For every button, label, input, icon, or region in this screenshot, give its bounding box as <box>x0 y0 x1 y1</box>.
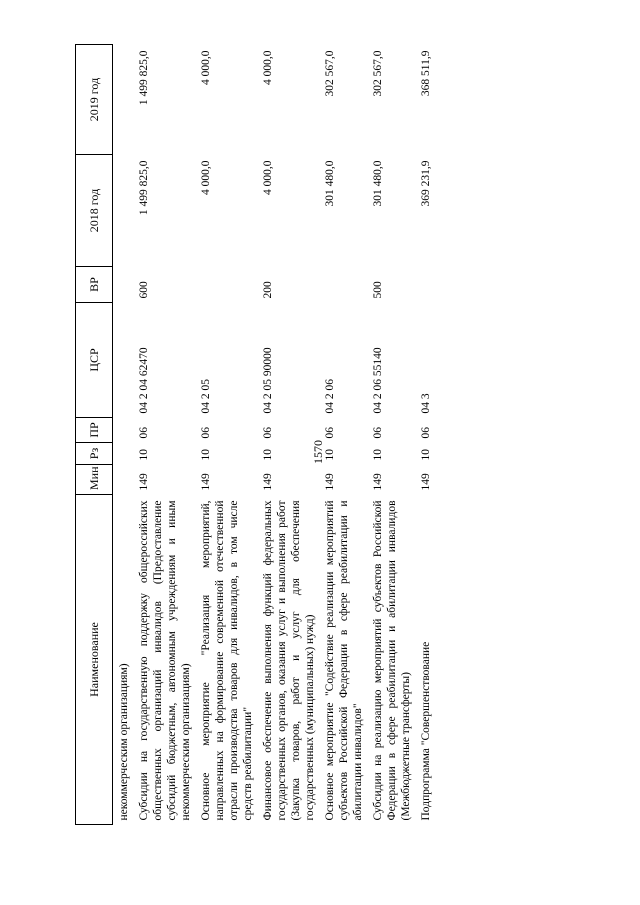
row-min: 149 <box>138 473 150 491</box>
row-2019: 1 499 825,0 <box>138 50 150 106</box>
row-rz: 10 <box>324 449 336 461</box>
row-pr <box>113 418 135 443</box>
row-name: Основное мероприятие "Содействие реализации мероприятий субъектов Российской Федерации в сфере реабилитации и абилитации инвалидов" <box>324 500 364 821</box>
row-2019 <box>113 45 135 155</box>
row-vr: 500 <box>372 281 384 299</box>
row-2019: 4 000,0 <box>262 50 274 85</box>
row-min: 149 <box>372 473 384 491</box>
row-2018: 369 231,9 <box>420 160 432 207</box>
row-pr: 06 <box>372 427 384 439</box>
row-name: Субсидии на реализацию мероприятий субъектов Российской Федерации в сфере реабилитации и абилитации инвалидов (Межбюджетные трансферты) <box>372 500 412 821</box>
header-rz: Рз <box>76 443 113 465</box>
row-2018: 4 000,0 <box>200 160 212 195</box>
row-rz: 10 <box>200 449 212 461</box>
budget-table-container <box>75 45 595 825</box>
row-2019: 4 000,0 <box>200 50 212 85</box>
row-rz: 10 <box>262 449 274 461</box>
row-2018: 301 480,0 <box>372 160 384 207</box>
row-2019: 368 511,9 <box>420 50 432 97</box>
header-pr: ПР <box>76 418 113 443</box>
row-2018: 4 000,0 <box>262 160 274 195</box>
row-vr <box>320 267 368 303</box>
page-number: 1570 <box>311 440 325 464</box>
row-pr: 06 <box>324 427 336 439</box>
row-min: 149 <box>200 473 212 491</box>
row-2018: 1 499 825,0 <box>138 160 150 216</box>
table-row <box>134 45 196 825</box>
row-min: 149 <box>324 473 336 491</box>
row-min <box>113 465 135 495</box>
row-pr: 06 <box>200 427 212 439</box>
header-vr: ВР <box>76 267 113 303</box>
row-csr: 04 3 <box>420 393 432 414</box>
row-vr: 600 <box>138 281 150 299</box>
header-name: Наименование <box>76 495 113 825</box>
row-min: 149 <box>262 473 274 491</box>
row-csr: 04 2 04 62470 <box>138 347 150 414</box>
table-row <box>113 45 135 825</box>
header-min: Мин <box>76 465 113 495</box>
row-csr: 04 2 05 90000 <box>262 347 274 414</box>
row-name: Подпрограмма "Совершенствование <box>420 641 432 821</box>
header-csr: ЦСР <box>76 303 113 418</box>
row-2018 <box>113 155 135 267</box>
row-name: некоммерческим организациям) <box>118 663 130 821</box>
row-name: Субсидии на государственную поддержку общероссийских общественных организаций инвалидов (Предоставление субсидий бюджетным, автономным учреждениям и иным некоммерческим организациям) <box>138 500 192 821</box>
row-vr <box>196 267 258 303</box>
row-min: 149 <box>420 473 432 491</box>
header-2018: 2018 год <box>76 155 113 267</box>
row-rz <box>113 443 135 465</box>
table-header-row <box>76 45 113 825</box>
row-pr: 06 <box>262 427 274 439</box>
row-name: Финансовое обеспечение выполнения функций федеральных государственных органов, оказания услуг и выполнения работ (Закупка товаров, работ и услуг для обеспечения государственных (муниципальных) нужд) <box>262 500 316 821</box>
row-vr: 200 <box>262 281 274 299</box>
table-row <box>416 45 436 825</box>
row-csr: 04 2 05 <box>200 379 212 414</box>
row-rz: 10 <box>138 449 150 461</box>
row-2018: 301 480,0 <box>324 160 336 207</box>
row-rz: 10 <box>420 449 432 461</box>
row-2019: 302 567,0 <box>372 50 384 97</box>
row-name: Основное мероприятие "Реализация мероприятий, направленных на формирование современной отечественной отрасли производства товаров для инвалидов, в том числе средств реабилитации" <box>200 500 254 821</box>
row-vr <box>113 267 135 303</box>
row-pr: 06 <box>420 427 432 439</box>
table-row <box>196 45 258 825</box>
budget-table <box>75 44 436 825</box>
table-row <box>320 45 368 825</box>
table-row <box>368 45 416 825</box>
table-row <box>258 45 320 825</box>
row-csr <box>113 303 135 418</box>
row-csr: 04 2 06 55140 <box>372 347 384 414</box>
row-vr <box>416 267 436 303</box>
row-2019: 302 567,0 <box>324 50 336 97</box>
row-csr: 04 2 06 <box>324 379 336 414</box>
header-2019: 2019 год <box>76 45 113 155</box>
row-pr: 06 <box>138 427 150 439</box>
row-rz: 10 <box>372 449 384 461</box>
